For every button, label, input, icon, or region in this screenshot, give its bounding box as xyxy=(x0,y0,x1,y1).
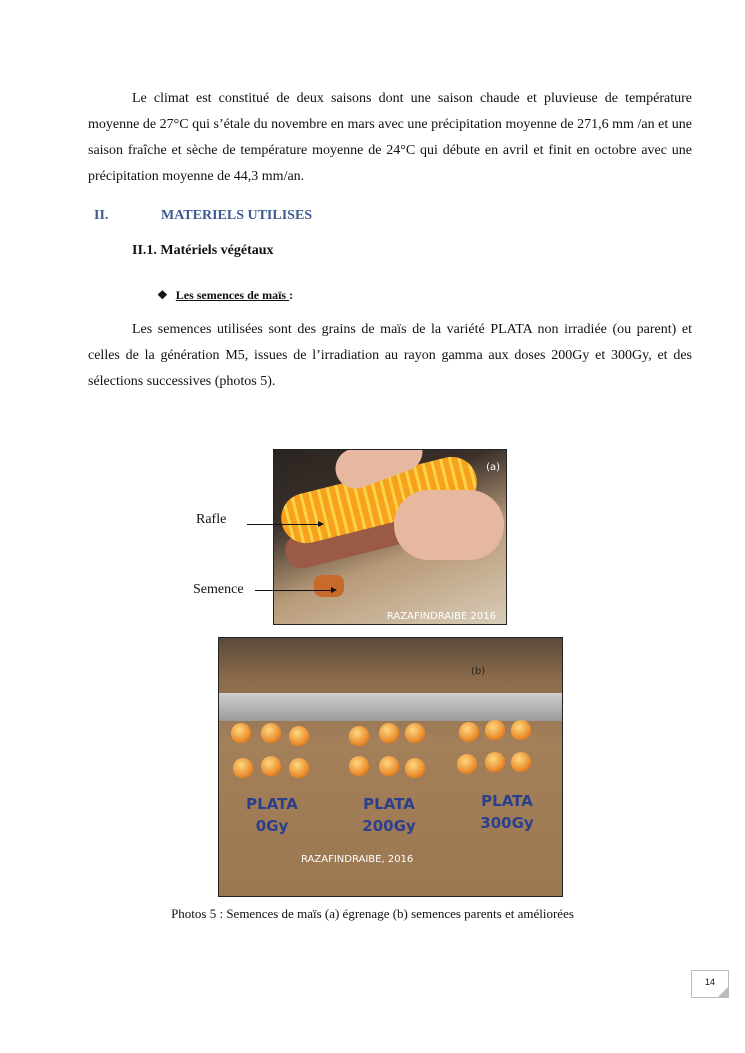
photo-a-tag: (a) xyxy=(486,462,500,473)
paragraph-seeds: Les semences utilisées sont des grains de maïs de la variété PLATA non irradiée (ou parent) et celles de la génération M5, issues de l’irradiation au rayon gamma aux doses 200Gy et 300Gy, et des sélections successives (photos 5). xyxy=(88,322,692,389)
photo-a-credit: RAZAFINDRAIBE 2016 xyxy=(386,611,496,622)
label-plata-300gy: PLATA 300Gy xyxy=(480,792,534,832)
photo-b-credit: RAZAFINDRAIBE, 2016 xyxy=(301,854,414,865)
paragraph-climate: Le climat est constitué de deux saisons dont une saison chaude et pluvieuse de température moyenne de 27°C qui s’étale du novembre en mars avec une précipitation moyenne de 271,6 mm /an et une saison fraîche et sèche de température moyenne de 24°C qui débute en avril et finit en octobre avec une précipitation moyenne de 44,3 mm/an. xyxy=(88,91,692,184)
photo-a-corn-shelling xyxy=(273,449,507,625)
callout-rafle: Rafle xyxy=(196,512,227,527)
bullet-suffix: : xyxy=(289,288,294,302)
photo-b-seed-samples xyxy=(218,637,563,897)
bullet-heading xyxy=(157,288,293,303)
section-number: II. xyxy=(94,208,109,223)
figure-caption: Photos 5 : Semences de maïs (a) égrenage (b) semences parents et améliorées xyxy=(171,906,574,921)
section-heading xyxy=(94,208,313,224)
page-curl-icon xyxy=(718,987,728,997)
callout-semence: Semence xyxy=(193,582,244,597)
page-number: 14 xyxy=(691,970,729,998)
subsection-heading: II.1. Matériels végétaux xyxy=(132,243,274,258)
photo-b-tag: (b) xyxy=(471,666,486,677)
label-plata-0gy: PLATA 0Gy xyxy=(246,795,298,835)
label-plata-200gy: PLATA 200Gy xyxy=(362,795,416,835)
section-title: MATERIELS UTILISES xyxy=(161,208,313,223)
diamond-bullet-icon: ❖ xyxy=(157,288,168,302)
bullet-label: Les semences de maïs xyxy=(175,288,290,302)
